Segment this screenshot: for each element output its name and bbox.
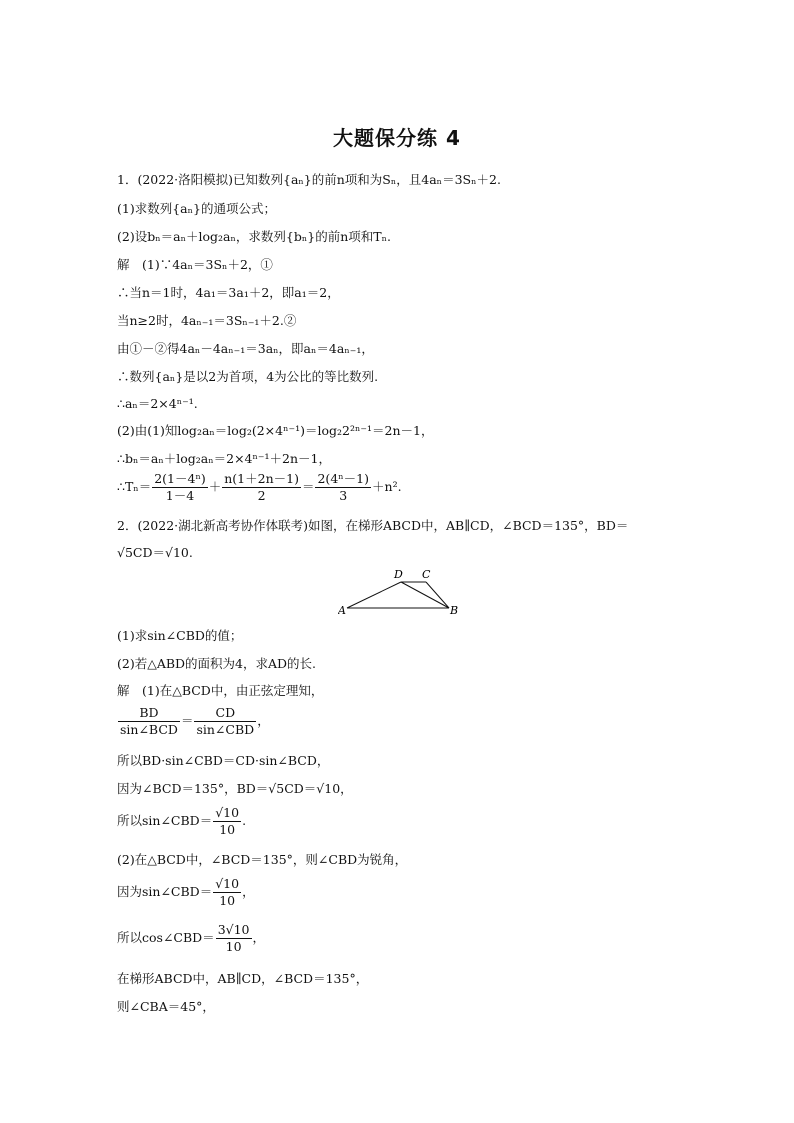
fraction xyxy=(222,471,301,504)
formula-text: 因为sin∠CBD＝ xyxy=(117,884,213,899)
formula-op: ＋ xyxy=(208,479,222,494)
formula-text: 所以sin∠CBD＝ xyxy=(117,813,213,828)
formula-op: ＝ xyxy=(180,713,194,728)
q2-solution-line: 在梯形ABCD中，AB∥CD，∠BCD＝135°， xyxy=(117,971,369,986)
q2-sin-value xyxy=(117,876,255,909)
formula-text: ， xyxy=(252,930,266,945)
q2-sin-value xyxy=(117,805,246,838)
fraction xyxy=(118,705,180,738)
fraction xyxy=(213,876,241,909)
q2-solution-line: 解 (1)在△BCD中，由正弦定理知， xyxy=(117,683,324,698)
q2-cos-value xyxy=(117,922,265,955)
q2-part2: (2)若△ABD的面积为4，求AD的长. xyxy=(117,656,317,671)
numerator: 2(1－4ⁿ) xyxy=(154,471,206,486)
formula-text: 所以cos∠CBD＝ xyxy=(117,930,215,945)
q1-solution-line: 由①－②得4aₙ－4aₙ₋₁＝3aₙ，即aₙ＝4aₙ₋₁， xyxy=(117,341,374,356)
q1-solution-line: ∴当n＝1时，4a₁＝3a₁＋2，即a₁＝2， xyxy=(117,285,340,300)
fraction xyxy=(315,471,371,504)
formula-text: ∴Tₙ＝ xyxy=(117,479,152,494)
q1-solution-line: ∴数列{aₙ}是以2为首项，4为公比的等比数列. xyxy=(117,369,379,384)
q2-sine-law xyxy=(117,705,270,738)
label-a: A xyxy=(338,604,346,617)
q1-solution-line: 解 (1)∵4aₙ＝3Sₙ＋2，① xyxy=(117,257,273,272)
numerator: BD xyxy=(118,705,180,722)
fraction xyxy=(152,471,208,504)
label-d: D xyxy=(394,568,403,581)
denominator: sin∠BCD xyxy=(120,722,178,737)
formula-text: ， xyxy=(257,713,270,728)
formula-text: ＋n². xyxy=(372,479,402,494)
fraction xyxy=(216,922,252,955)
q1-solution-line: 当n≥2时，4aₙ₋₁＝3Sₙ₋₁＋2.② xyxy=(117,313,297,328)
q1-solution-line: (2)由(1)知log₂aₙ＝log₂(2×4ⁿ⁻¹)＝log₂2²ⁿ⁻¹＝2n－1， xyxy=(117,423,434,438)
numerator: CD xyxy=(194,705,256,722)
formula-op: ＝ xyxy=(301,479,315,494)
q2-stem: 2．(2022·湖北新高考协作体联考)如图，在梯形ABCD中，AB∥CD，∠BCD＝135°，BD＝ xyxy=(117,518,629,533)
numerator: √10 xyxy=(215,805,240,820)
denominator: 10 xyxy=(219,822,236,837)
label-c: C xyxy=(422,568,431,581)
denominator: 1－4 xyxy=(165,488,195,503)
q2-solution-line: 因为∠BCD＝135°，BD＝√5CD＝√10， xyxy=(117,781,353,796)
numerator: n(1＋2n－1) xyxy=(224,471,299,486)
denominator: 3 xyxy=(339,488,348,503)
q2-solution-line: (2)在△BCD中，∠BCD＝135°，则∠CBD为锐角， xyxy=(117,852,408,867)
q1-part1: (1)求数列{aₙ}的通项公式； xyxy=(117,201,276,216)
formula-text: . xyxy=(242,813,247,828)
numerator: √10 xyxy=(215,876,240,891)
denominator: 10 xyxy=(225,939,242,954)
numerator: 3√10 xyxy=(217,922,250,937)
segment-cb xyxy=(426,582,449,608)
label-b: B xyxy=(450,604,458,617)
q1-part2: (2)设bₙ＝aₙ＋log₂aₙ，求数列{bₙ}的前n项和Tₙ. xyxy=(117,229,391,244)
fraction xyxy=(194,705,256,738)
q1-stem: 1．(2022·洛阳模拟)已知数列{aₙ}的前n项和为Sₙ，且4aₙ＝3Sₙ＋2. xyxy=(117,172,501,187)
fraction xyxy=(213,805,241,838)
q2-solution-line: 则∠CBA＝45°， xyxy=(117,999,215,1014)
trapezoid-figure xyxy=(338,566,458,618)
q1-solution-line: ∴aₙ＝2×4ⁿ⁻¹. xyxy=(117,396,198,411)
q2-stem: √5CD＝√10. xyxy=(117,545,193,560)
denominator: 10 xyxy=(219,893,236,908)
segment-db xyxy=(401,582,449,608)
denominator: 2 xyxy=(257,488,266,503)
page-title: 大题保分练 4 xyxy=(333,126,461,150)
q2-solution-line: 所以BD·sin∠CBD＝CD·sin∠BCD， xyxy=(117,753,330,768)
denominator: sin∠CBD xyxy=(196,722,255,737)
q2-part1: (1)求sin∠CBD的值； xyxy=(117,628,243,643)
segment-ad xyxy=(347,582,401,608)
numerator: 2(4ⁿ－1) xyxy=(317,471,370,486)
formula-text: ， xyxy=(242,884,255,899)
q1-tn-formula xyxy=(117,471,402,504)
q1-solution-line: ∴bₙ＝aₙ＋log₂aₙ＝2×4ⁿ⁻¹＋2n－1， xyxy=(117,451,331,466)
